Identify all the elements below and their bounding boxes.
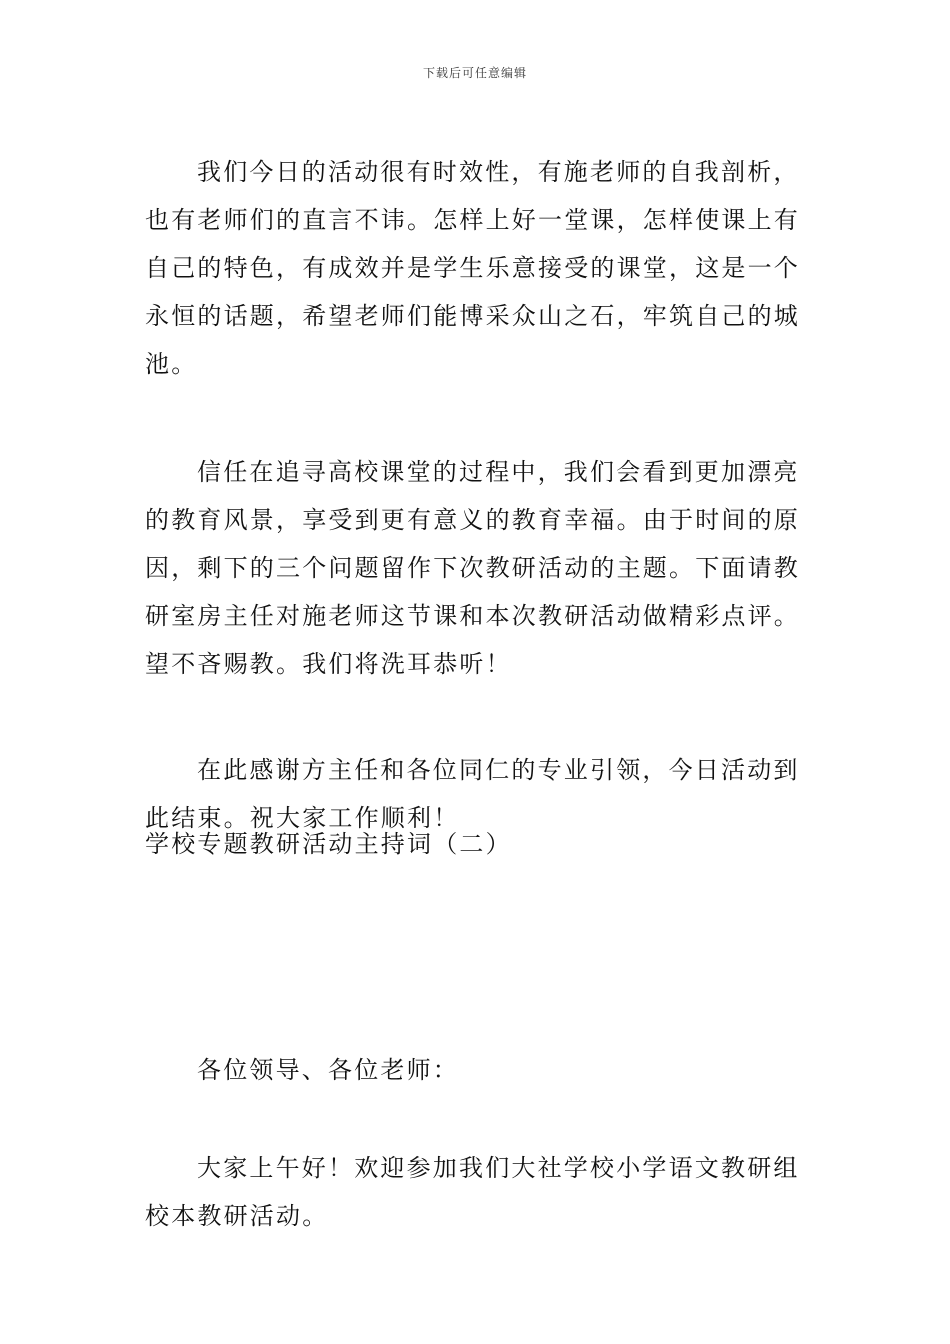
page-header: 下载后可任意编辑 [422, 66, 527, 80]
paragraph-activity-summary: 我们今日的活动很有时效性，有施老师的自我剖析，也有老师们的直言不讳。怎样上好一堂课，怎样使课上有自己的特色，有成效并是学生乐意接受的课堂，这是一个永恒的话题，希望老师们能博采众山之石，牢筑自己的城池。 [145, 158, 800, 378]
paragraph-welcome: 大家上午好！欢迎参加我们大社学校小学语文教研组校本教研活动。 [145, 1154, 800, 1230]
paragraph-greeting: 各位领导、各位老师： [197, 1056, 459, 1084]
section-title: 学校专题教研活动主持词（二） [145, 830, 512, 858]
paragraph-closing-thanks: 在此感谢方主任和各位同仁的专业引领，今日活动到此结束。祝大家工作顺利！ [145, 756, 800, 832]
paragraph-classroom-pursuit: 信任在追寻高校课堂的过程中，我们会看到更加漂亮的教育风景，享受到更有意义的教育幸福。由于时间的原因，剩下的三个问题留作下次教研活动的主题。下面请教研室房主任对施老师这节课和本次教研活动做精彩点评。望不吝赐教。我们将洗耳恭听！ [145, 458, 800, 678]
